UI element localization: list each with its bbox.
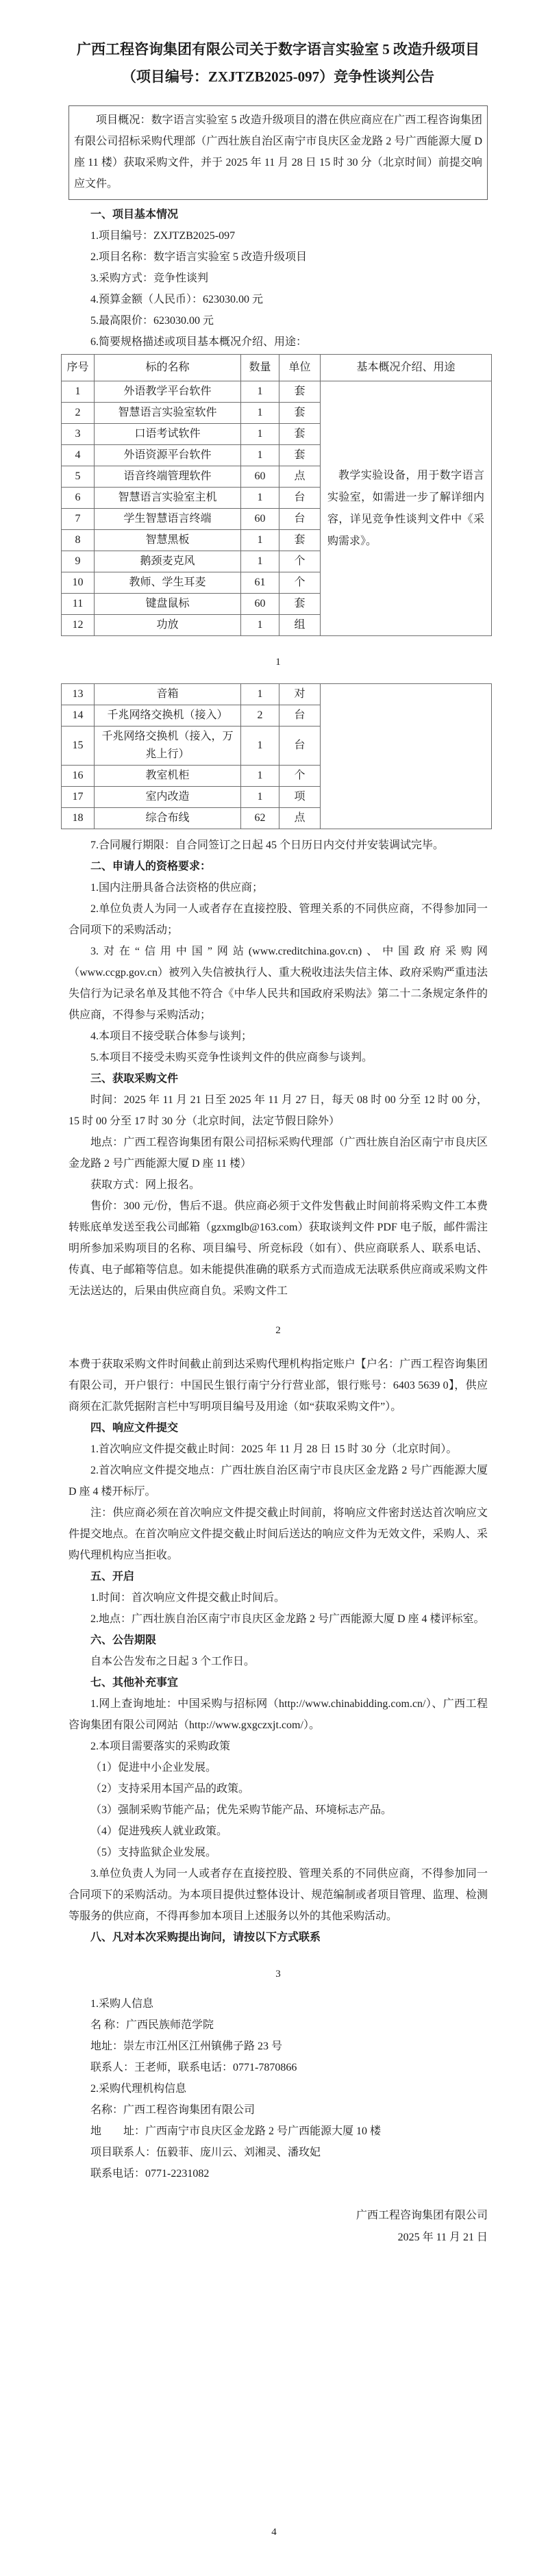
item-name-cell: 千兆网络交换机（接入） [95, 705, 241, 727]
item-no-cell: 3 [62, 424, 95, 445]
paragraph: 2.采购代理机构信息 [90, 2083, 187, 2095]
item-no-cell: 1 [62, 381, 95, 403]
table-header-cell: 数量 [241, 355, 279, 381]
item-no-cell: 8 [62, 530, 95, 551]
item-unit-cell: 个 [279, 766, 321, 787]
item-name-cell: 智慧黑板 [95, 530, 241, 551]
item-no-cell: 13 [62, 684, 95, 705]
signature-date: 2025 年 11 月 21 日 [397, 2232, 488, 2243]
item-name-cell: 鹅颈麦克风 [95, 551, 241, 572]
paragraph: 3.单位负责人为同一人或者存在直接控股、管理关系的不同供应商，不得参加同一合同项下的采购活动。为本项目提供过整体设计、规范编制或者项目管理、监理、检测等服务的供应商，不得再参加本项目上述服务以外的其他采购活动。 [68, 1868, 488, 1922]
table-row [62, 381, 492, 403]
item-no-cell: 2 [62, 403, 95, 424]
paragraph: 注：供应商必须在首次响应文件提交截止时间前，将响应文件密封送达首次响应文件提交地点。在首次响应文件提交截止时间后送达的响应文件为无效文件，采购人、采购代理机构应当拒收。 [68, 1507, 488, 1561]
signature-block [68, 2205, 488, 2249]
paragraph: 4.预算金额（人民币）：623030.00 元 [90, 294, 264, 305]
paragraph: 2.项目名称：数字语言实验室 5 改造升级项目 [90, 251, 308, 263]
paragraph: 1.采购人信息 [90, 1998, 154, 2010]
item-qty-cell: 1 [241, 381, 279, 403]
paragraph: 7.合同履行期限：自合同签订之日起 45 个日历日内交付并安装调试完毕。 [90, 839, 445, 851]
items-table-part1 [61, 354, 492, 636]
item-name-cell: 综合布线 [95, 808, 241, 829]
page-number-3: 3 [275, 1969, 281, 1980]
item-name-cell: 键盘鼠标 [95, 594, 241, 615]
item-qty-cell: 2 [241, 705, 279, 727]
paragraph: 1.国内注册具备合法资格的供应商； [90, 882, 264, 894]
document-title [68, 36, 488, 90]
paragraph: 2.单位负责人为同一人或者存在直接控股、管理关系的不同供应商，不得参加同一合同项下的采购活动； [68, 903, 488, 936]
page-number-4: 4 [271, 2527, 277, 2538]
paragraph: （4）促进残疾人就业政策。 [90, 1826, 228, 1837]
item-qty-cell: 1 [241, 488, 279, 509]
item-unit-cell: 个 [279, 572, 321, 594]
paragraph: 地点：广西工程咨询集团有限公司招标采购代理部（广西壮族自治区南宁市良庆区金龙路 2 号广西能源大厦 D 座 11 楼） [68, 1137, 488, 1170]
item-unit-cell: 对 [279, 684, 321, 705]
page-number-1: 1 [275, 657, 281, 668]
item-qty-cell: 1 [241, 684, 279, 705]
item-name-cell: 教室机柜 [95, 766, 241, 787]
item-qty-cell: 60 [241, 509, 279, 530]
paragraph: 4.本项目不接受联合体参与谈判； [90, 1031, 253, 1042]
item-unit-cell: 点 [279, 466, 321, 488]
section-heading: 六、公告期限 [90, 1634, 157, 1646]
section-basic-info [68, 204, 488, 353]
paragraph: 时间：2025 年 11 月 21 日至 2025 年 11 月 27 日，每天 08 时 00 分至 12 时 00 分，15 时 00 分至 17 时 30 分（北京时间，法定节假日除外） [68, 1094, 488, 1127]
item-name-cell: 智慧语言实验室主机 [95, 488, 241, 509]
table-header-cell: 单位 [279, 355, 321, 381]
item-qty-cell: 60 [241, 594, 279, 615]
paragraph: 售价：300 元/份，售后不退。供应商必须于文件发售截止时间前将采购文件工本费转账底单发送至我公司邮箱（gzxmglb@163.com）获取谈判文件 PDF 电子版，邮件需注明所参加采购项目的名称、项目编号、所竞标段（如有）、供应商联系人、联系电话、传真、电子邮箱等信息。如未能提供准确的联系方式而造成无法联系供应商或采购文件无法送达的，后果由供应商自负。采购文件工 [68, 1200, 488, 1297]
item-unit-cell: 台 [279, 488, 321, 509]
section-requirements-and-documents [68, 835, 488, 1302]
item-no-cell: 6 [62, 488, 95, 509]
paragraph: 5.最高限价：623030.00 元 [90, 315, 214, 327]
paragraph: 5.本项目不接受未购买竞争性谈判文件的供应商参与谈判。 [90, 1052, 373, 1063]
item-qty-cell: 62 [241, 808, 279, 829]
title-line-2: （项目编号：ZXJTZB2025-097）竞争性谈判公告 [121, 68, 435, 85]
section-heading: 三、获取采购文件 [90, 1073, 179, 1085]
project-overview-box [68, 105, 488, 200]
item-unit-cell: 点 [279, 808, 321, 829]
item-no-cell: 11 [62, 594, 95, 615]
section-contact-info [68, 1993, 488, 2184]
item-no-cell: 12 [62, 615, 95, 636]
item-unit-cell: 项 [279, 787, 321, 808]
item-qty-cell: 1 [241, 615, 279, 636]
section-heading: 八、凡对本次采购提出询问，请按以下方式联系 [90, 1932, 321, 1943]
paragraph: （5）支持监狱企业发展。 [90, 1847, 217, 1858]
table-header-cell: 序号 [62, 355, 95, 381]
paragraph: 项目联系人：伍毅菲、庞川云、刘湘灵、潘玫妃 [90, 2147, 321, 2158]
item-note-cell [321, 381, 492, 636]
item-qty-cell: 1 [241, 445, 279, 466]
paragraph: 自本公告发布之日起 3 个工作日。 [90, 1656, 256, 1667]
item-qty-cell: 1 [241, 551, 279, 572]
items-table-part2 [61, 683, 492, 829]
item-unit-cell: 套 [279, 445, 321, 466]
item-no-cell: 16 [62, 766, 95, 787]
paragraph: 获取方式：网上报名。 [90, 1179, 201, 1191]
paragraph: 2.本项目需要落实的采购政策 [90, 1741, 231, 1752]
paragraph: 2.首次响应文件提交地点：广西壮族自治区南宁市良庆区金龙路 2 号广西能源大厦 D 座 4 楼开标厅。 [68, 1465, 488, 1498]
item-no-cell: 4 [62, 445, 95, 466]
item-unit-cell: 组 [279, 615, 321, 636]
item-name-cell: 外语教学平台软件 [95, 381, 241, 403]
paragraph: 3.对在“信用中国”网站(www.creditchina.gov.cn)、中国政府采购网（www.ccgp.gov.cn）被列入失信被执行人、重大税收违法失信主体、政府采购严重违法失信行为记录名单及其他不符合《中华人民共和国政府采购法》第二十二条规定条件的供应商，不得参与采购活动； [68, 946, 488, 1021]
title-line-1: 广西工程咨询集团有限公司关于数字语言实验室 5 改造升级项目 [77, 41, 480, 58]
item-unit-cell: 套 [279, 424, 321, 445]
item-name-cell: 智慧语言实验室软件 [95, 403, 241, 424]
item-qty-cell: 61 [241, 572, 279, 594]
item-no-cell: 18 [62, 808, 95, 829]
item-no-cell: 17 [62, 787, 95, 808]
item-name-cell: 音箱 [95, 684, 241, 705]
paragraph: 1.时间：首次响应文件提交截止时间后。 [90, 1592, 286, 1604]
table-note-text: 教学实验设备，用于数字语言实验室，如需进一步了解详细内容，详见竞争性谈判文件中《采购需求》。 [327, 469, 484, 547]
item-unit-cell: 台 [279, 705, 321, 727]
paragraph: 地 址：广西南宁市良庆区金龙路 2 号广西能源大厦 10 楼 [90, 2125, 382, 2137]
paragraph: （2）支持采用本国产品的政策。 [90, 1783, 250, 1795]
section-heading: 一、项目基本情况 [90, 209, 179, 220]
item-name-cell: 语音终端管理软件 [95, 466, 241, 488]
project-overview-text: 项目概况：数字语言实验室 5 改造升级项目的潜在供应商应在广西工程咨询集团有限公司招标采购代理部（广西壮族自治区南宁市良庆区金龙路 2 号广西能源大厦 D 座 11 楼）获取采购文件，并于 2025 年 11 月 28 日 15 时 30 分（北京时间）前提交响应文件。 [74, 114, 482, 190]
table-header-row [62, 355, 492, 381]
item-no-cell: 9 [62, 551, 95, 572]
item-qty-cell: 60 [241, 466, 279, 488]
item-unit-cell: 个 [279, 551, 321, 572]
item-note-cell [321, 684, 492, 829]
paragraph: （3）强制采购节能产品；优先采购节能产品、环境标志产品。 [90, 1804, 393, 1816]
paragraph: 1.网上查询地址：中国采购与招标网（http://www.chinabidding.com.cn/）、广西工程咨询集团有限公司网站（http://www.gxgczxjt.com/）。 [68, 1698, 488, 1731]
item-qty-cell: 1 [241, 424, 279, 445]
section-heading: 四、响应文件提交 [90, 1422, 179, 1434]
item-qty-cell: 1 [241, 403, 279, 424]
paragraph: 本费于获取采购文件时间截止前到达采购代理机构指定账户【户名：广西工程咨询集团有限公司，开户银行：中国民生银行南宁分行营业部，银行账号：6403 5639 0】，供应商须在汇款凭据附言栏中写明项目编号及用途（如“获取采购文件”）。 [68, 1359, 488, 1413]
item-no-cell: 14 [62, 705, 95, 727]
paragraph: 3.采购方式：竞争性谈判 [90, 273, 209, 284]
item-name-cell: 功放 [95, 615, 241, 636]
item-no-cell: 15 [62, 727, 95, 766]
item-name-cell: 学生智慧语言终端 [95, 509, 241, 530]
paragraph: 联系人：王老师，联系电话：0771-7870866 [90, 2062, 297, 2073]
item-unit-cell: 套 [279, 530, 321, 551]
table-row [62, 684, 492, 705]
section-submission-and-policies [68, 1354, 488, 1948]
paragraph: 1.项目编号：ZXJTZB2025-097 [90, 230, 236, 242]
section-heading: 二、申请人的资格要求： [90, 861, 212, 872]
item-no-cell: 5 [62, 466, 95, 488]
item-name-cell: 教师、学生耳麦 [95, 572, 241, 594]
paragraph: 联系电话：0771-2231082 [90, 2168, 210, 2180]
paragraph: 6.简要规格描述或项目基本概况介绍、用途： [90, 336, 308, 348]
item-qty-cell: 1 [241, 766, 279, 787]
item-qty-cell: 1 [241, 787, 279, 808]
item-name-cell: 室内改造 [95, 787, 241, 808]
paragraph: 名称：广西工程咨询集团有限公司 [90, 2104, 256, 2116]
item-name-cell: 口语考试软件 [95, 424, 241, 445]
signature-company: 广西工程咨询集团有限公司 [356, 2210, 488, 2221]
item-unit-cell: 套 [279, 403, 321, 424]
item-qty-cell: 1 [241, 727, 279, 766]
table-header-cell: 基本概况介绍、用途 [321, 355, 492, 381]
item-name-cell: 外语资源平台软件 [95, 445, 241, 466]
paragraph: 地址：崇左市江州区江州镇佛子路 23 号 [90, 2041, 283, 2052]
item-no-cell: 7 [62, 509, 95, 530]
item-unit-cell: 套 [279, 381, 321, 403]
section-heading: 七、其他补充事宜 [90, 1677, 179, 1689]
item-unit-cell: 台 [279, 727, 321, 766]
paragraph: 名 称：广西民族师范学院 [90, 2019, 214, 2031]
item-name-cell: 千兆网络交换机（接入，万兆上行） [95, 727, 241, 766]
paragraph: （1）促进中小企业发展。 [90, 1762, 217, 1773]
item-qty-cell: 1 [241, 530, 279, 551]
paragraph: 2.地点：广西壮族自治区南宁市良庆区金龙路 2 号广西能源大厦 D 座 4 楼评标室。 [90, 1613, 485, 1625]
item-unit-cell: 套 [279, 594, 321, 615]
section-heading: 五、开启 [90, 1571, 135, 1582]
page-number-2: 2 [275, 1325, 281, 1336]
item-unit-cell: 台 [279, 509, 321, 530]
item-no-cell: 10 [62, 572, 95, 594]
paragraph: 1.首次响应文件提交截止时间：2025 年 11 月 28 日 15 时 30 分（北京时间）。 [90, 1443, 458, 1455]
table-header-cell: 标的名称 [95, 355, 241, 381]
